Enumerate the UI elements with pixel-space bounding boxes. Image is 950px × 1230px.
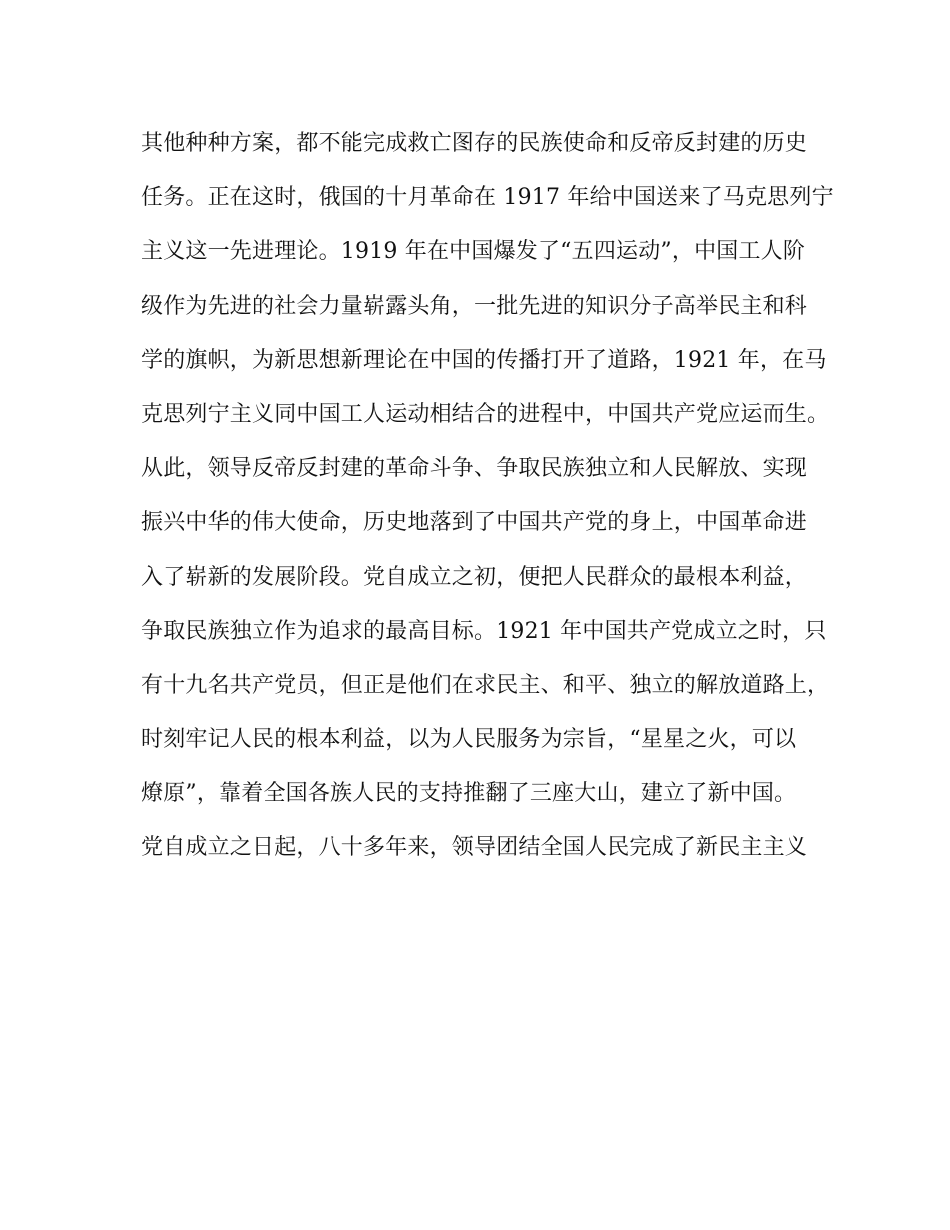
text-line: 振兴中华的伟大使命，历史地落到了中国共产党的身上，中国革命进 xyxy=(141,510,808,536)
text-line: 学的旗帜，为新思想新理论在中国的传播打开了道路，1921 年，在马 xyxy=(141,347,827,373)
text-line: 克思列宁主义同中国工人运动相结合的进程中，中国共产党应运而生。 xyxy=(141,401,830,427)
body-text xyxy=(141,122,834,881)
text-line: 燎原”，靠着全国各族人民的支持推翻了三座大山，建立了新中国。 xyxy=(141,781,797,807)
text-line: 入了崭新的发展阶段。党自成立之初，便把人民群众的最根本利益， xyxy=(141,564,808,590)
text-line: 其他种种方案，都不能完成救亡图存的民族使命和反帝反封建的历史 xyxy=(141,131,808,156)
text-line: 争取民族独立作为追求的最高目标。1921 年中国共产党成立之时，只 xyxy=(141,618,827,644)
text-line: 有十九名共产党员，但正是他们在求民主、和平、独立的解放道路上， xyxy=(141,672,830,698)
text-line: 从此，领导反帝反封建的革命斗争、争取民族独立和人民解放、实现 xyxy=(141,456,808,482)
text-line: 主义这一先进理论。1919 年在中国爆发了“五四运动”，中国工人阶 xyxy=(141,239,806,265)
text-line: 党自成立之日起，八十多年来，领导团结全国人民完成了新民主主义 xyxy=(141,835,808,861)
text-line: 任务。正在这时，俄国的十月革命在 1917 年给中国送来了马克思列宁 xyxy=(141,185,834,211)
text-line: 时刻牢记人民的根本利益，以为人民服务为宗旨，“星星之火，可以 xyxy=(141,727,797,753)
text-line: 级作为先进的社会力量崭露头角，一批先进的知识分子高举民主和科 xyxy=(141,293,808,319)
